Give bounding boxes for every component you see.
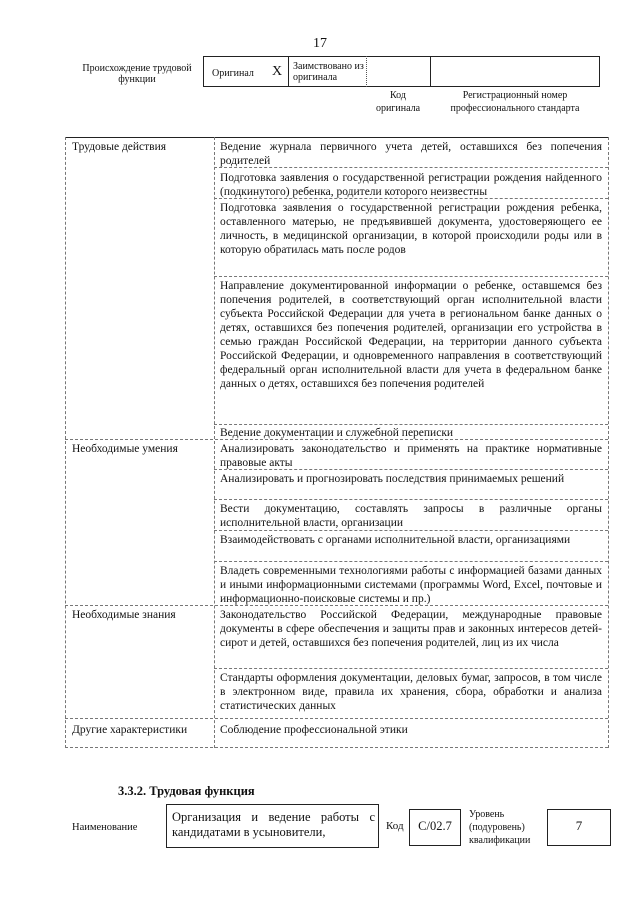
action-item-4: Направление документированной информации о ребенке, оставшемся без попечения родителей, в соответствующий орган исполнительной власти субъекта Российской Федерации для учета в региональном банке данных о детях, оставшихся без попечения родителей, организации его устройства в семью граждан Российской Федерации, на территории данного субъекта Российской Федерации, и одновременного направления в соответствующий федеральный орган исполнительной власти для учета в федеральном банке данных о детях, оставшихся без попечения родителей <box>220 280 602 390</box>
skill-item-1: Анализировать законодательство и применять на практике нормативные правовые акты <box>220 443 602 469</box>
function-heading: 3.3.2. Трудовая функция <box>118 784 255 798</box>
page-number: 17 <box>313 36 327 51</box>
section-label-skills: Необходимые умения <box>72 443 178 455</box>
regnum-caption: Регистрационный номер профессионального стандарта <box>450 90 580 114</box>
original-mark: X <box>272 64 283 79</box>
function-name-value: Организация и ведение работы с кандидатами в усыновители, <box>172 810 375 839</box>
origin-table <box>203 56 600 87</box>
function-code-label: Код <box>386 820 404 832</box>
skill-item-3: Вести документацию, составлять запросы в различные органы исполнительной власти, организации <box>220 503 602 529</box>
skill-item-5: Владеть современными технологиями работы с информацией базами данных и иными информационными системами (программы Word, Excel, почтовые и информационно-поисковые системы и пр.) <box>220 565 602 605</box>
section-label-knowledge: Необходимые знания <box>72 609 176 621</box>
function-level-value: 7 <box>575 818 583 833</box>
section-label-other: Другие характеристики <box>72 724 188 736</box>
action-item-5: Ведение документации и служебной переписки <box>220 427 454 439</box>
skill-item-2: Анализировать и прогнозировать последствия принимаемых решений <box>220 473 565 485</box>
function-level-label: Уровень (подуровень) квалификации <box>469 809 531 846</box>
knowledge-item-1: Законодательство Российской Федерации, международные правовые документы в сфере обеспечения и защиты прав и законных интересов детей-сирот и детей, оставшихся без попечения родителей, лиц из их числа <box>220 609 602 649</box>
skill-item-4: Взаимодействовать с органами исполнительной власти, организациями <box>220 534 571 546</box>
original-label: Оригинал <box>212 68 254 79</box>
action-item-1: Ведение журнала первичного учета детей, оставшихся без попечения родителей <box>220 141 602 167</box>
function-code-value: C/02.7 <box>418 819 452 833</box>
origin-label: Происхождение трудовой функции <box>82 63 192 85</box>
knowledge-item-2: Стандарты оформления документации, деловых бумаг, запросов, в том числе в электронном виде, правила их хранения, сбора, обработки и анализа статистических данных <box>220 672 602 712</box>
function-name-label: Наименование <box>72 822 138 833</box>
section-label-actions: Трудовые действия <box>72 141 167 153</box>
action-item-3: Подготовка заявления о государственной регистрации рождения ребенка, оставленного матерью, не предъявившей документа, удостоверяющего ее личность, в медицинской организации, в которой происходили роды или в которую обратилась мать после родов <box>220 202 602 256</box>
code-caption: Код оригинала <box>375 90 421 114</box>
other-item-1: Соблюдение профессиональной этики <box>220 724 408 736</box>
borrowed-label: Заимствовано из оригинала <box>293 61 364 83</box>
action-item-2: Подготовка заявления о государственной регистрации рождения найденного (подкинутого) ребенка, родители которого неизвестны <box>220 172 602 198</box>
